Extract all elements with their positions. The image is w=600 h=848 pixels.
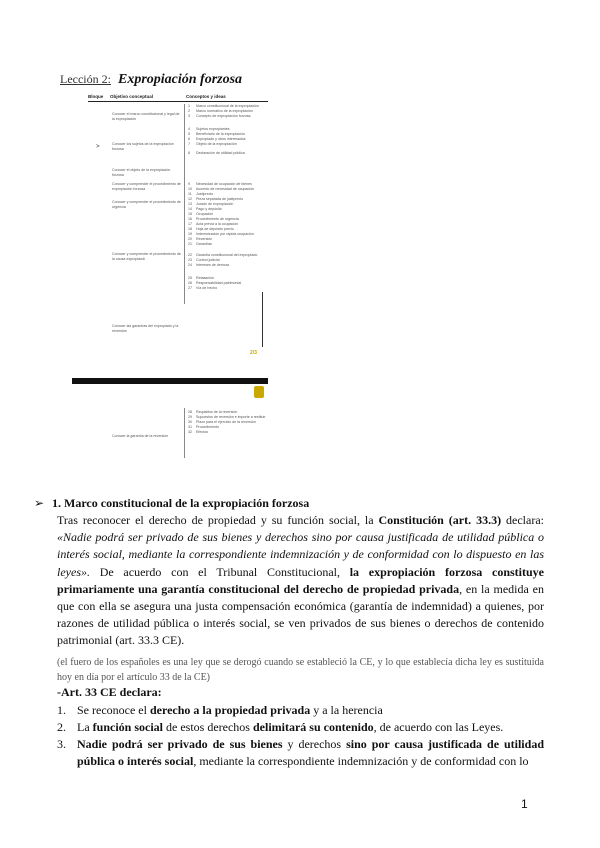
col-header-block: Bloque: [88, 94, 104, 99]
objective-item: Conocer y comprender el procedimiento de la causa expropiandi: [112, 252, 181, 261]
concept-item: 14 Pago y depósito: [188, 207, 222, 211]
slide-column-divider: [184, 104, 185, 304]
concept-item: 30 Plazo para el ejercicio de la reversión: [188, 420, 256, 424]
concept-item: 22 Garantía constitucional del expropiado: [188, 253, 258, 257]
slide-table-1: [88, 92, 268, 377]
slide-table-header: [88, 92, 268, 102]
slide-table-2: [88, 386, 268, 461]
objective-item: Conocer los sujetos de la expropiación forzosa: [112, 142, 174, 151]
concept-item: 28 Requisitos de la reversión: [188, 410, 238, 414]
objective-item: Conocer y comprender el procedimiento de expropiación forzosa: [112, 182, 181, 191]
concept-item: 26 Responsabilidad patrimonial: [188, 281, 242, 285]
concept-item: 20 Reversión: [188, 237, 213, 241]
concept-list: [188, 410, 268, 435]
concept-item: 21 Garantías: [188, 242, 212, 246]
university-logo-icon: [254, 386, 264, 398]
concept-list: [188, 104, 268, 291]
concept-item: 2 Marco normativo de la expropiación: [188, 109, 253, 113]
list-item: 2. La función social de estos derechos delimitará su contenido, de acuerdo con las Leyes.: [57, 720, 504, 734]
article-title: -Art. 33 CE declara:: [57, 685, 162, 699]
slide-column-divider: [184, 408, 185, 458]
objective-item: Conocer el objeto de la expropiación forzosa: [112, 168, 171, 177]
col-header-concepts: Conceptos y ideas: [186, 94, 226, 99]
concept-item: 11 Justiprecio: [188, 192, 214, 196]
concept-item: 15 Ocupación: [188, 212, 214, 216]
concept-item: 19 Indemnización por rápida ocupación: [188, 232, 254, 236]
section-heading: [34, 496, 309, 511]
concept-item: 23 Control judicial: [188, 258, 220, 262]
constitution-quote: «Nadie podrá ser privado de sus bienes y derechos sino por causa justificada de utilidad pública o interés social, mediante la correspondiente indemnización y de conformidad con lo dispuesto en las leyes».: [57, 530, 544, 579]
concept-item: 12 Pieza separada de justiprecio: [188, 197, 244, 201]
concept-item: 17 Acta previa a la ocupación: [188, 222, 239, 226]
paragraph-note: (el fuero de los españoles es una ley que se derogó cuando se estableció la CE, y lo que establecía dicha ley es sustituida hoy en día por el artículo 33 de la CE): [57, 657, 544, 683]
concept-item: 1 Marco constitucional de la expropiación: [188, 104, 259, 108]
section-title: 1. Marco constitucional de la expropiación forzosa: [52, 496, 310, 510]
article-list: [57, 702, 544, 770]
objective-item: Conocer y comprender el procedimiento de urgencia: [112, 200, 181, 209]
objective-item: Conocer el marco constitucional y legal de la expropiación: [112, 112, 180, 121]
concept-item: 10 Acuerdo de necesidad de ocupación: [188, 187, 255, 191]
concept-item: 29 Supuestos de reversión e importe a restituir: [188, 415, 266, 419]
col-header-objective: Objetivo conceptual: [110, 94, 154, 99]
concept-item: 8 Declaración de utilidad pública: [188, 151, 245, 155]
key-statement: la expropiación forzosa constituye primariamente una garantía constitucional del derecho de propiedad privada: [57, 564, 544, 596]
concept-item: 4 Sujetos expropiantes: [188, 127, 230, 131]
concept-item: 13 Jurado de expropiación: [188, 202, 234, 206]
lesson-label: Lección 2:: [60, 72, 111, 86]
concept-item: 27 Vía de hecho: [188, 286, 218, 290]
list-item: 3. Nadie podrá ser privado de sus bienes y derechos sino por causa justificada de utilidad pública o interés social, mediante la correspondiente indemnización y de conformidad con lo: [57, 737, 544, 768]
concept-item: 25 Retasación: [188, 276, 214, 280]
concept-item: 31 Procedimiento: [188, 425, 219, 429]
paragraph-constitution: Tras reconocer el derecho de propiedad y su función social, la Constitución (art. 33.3) declara: «Nadie podrá ser privado de sus bienes y derechos sino por causa justificada de utilidad pública o interés social, mediante la correspondiente indemnización y de conformidad con lo dispuesto en las leyes». De acuerdo con el Tribunal Constitucional, la expropiación forzosa constituye primariamente una garantía constitucional del derecho de propiedad privada, en la medida en que con ella se asegura una justa compensación económica (garantía de indemnidad) a quienes, por razones de utilidad pública o interés social, se ven privados de sus bienes o derechos de contenido patrimonial (art. 33.3 CE).: [57, 513, 544, 648]
slide-bracket-line: [262, 292, 263, 347]
lesson-heading: [60, 72, 242, 88]
slide-page-indicator: 2/3: [250, 350, 257, 356]
slide-bullet-icon: >: [96, 144, 100, 150]
arrow-bullet-icon: ➢: [34, 496, 45, 510]
concept-item: 9 Necesidad de ocupación de bienes: [188, 182, 252, 186]
concept-item: 24 Intereses de demora: [188, 263, 229, 267]
list-item: 1. Se reconoce el derecho a la propiedad privada y a la herencia: [57, 703, 383, 717]
concept-item: 32 Efectos: [188, 430, 208, 434]
concept-item: 18 Hoja de depósito previo: [188, 227, 234, 231]
concept-item: 6 Expropiado y otros interesados: [188, 137, 246, 141]
slide-divider: [72, 378, 268, 384]
objective-item: Conocer la garantía de la reversión: [112, 434, 169, 438]
concept-item: 3 Concepto de expropiación forzosa: [188, 114, 251, 118]
page-number: 1: [521, 797, 528, 811]
concept-item: 7 Objeto de la expropiación: [188, 142, 237, 146]
lesson-title: Expropiación forzosa: [117, 72, 243, 87]
concept-item: 16 Procedimiento de urgencia: [188, 217, 239, 221]
objective-item: Conocer las garantías del expropiado y la reversión: [112, 324, 179, 333]
concept-item: 5 Beneficiario de la expropiación: [188, 132, 245, 136]
